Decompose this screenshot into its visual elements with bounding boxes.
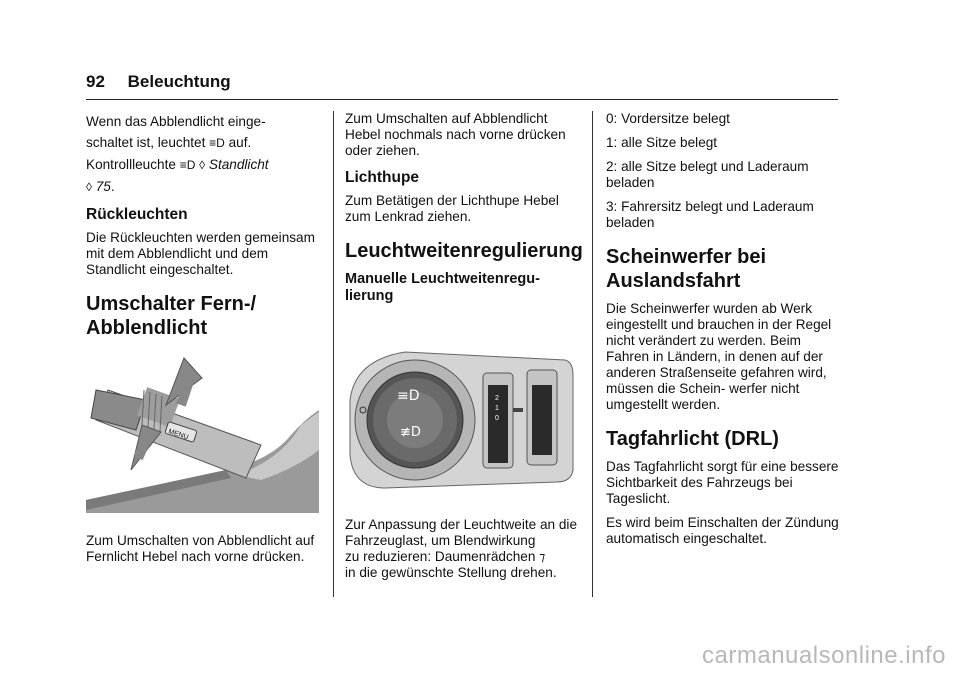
- caption-text: Zum Umschalten von Abblendlicht auf Fernlicht Hebel nach vorne drücken.: [86, 533, 315, 564]
- page-reference[interactable]: 75: [95, 179, 111, 194]
- figure-caption-2: [345, 517, 577, 581]
- paragraph-drl-2: Es wird beim Einschalten der Zündung automatisch eingeschaltet.: [606, 515, 839, 546]
- column-divider-2: [592, 111, 593, 597]
- text-line: auf.: [228, 135, 252, 150]
- figure-caption-1: [86, 533, 322, 573]
- page-header: [86, 72, 231, 92]
- paragraph-rueckleuchten: Die Rückleuchten werden gemeinsam mit dem Abblendlicht und dem Standlicht eingeschaltet.: [86, 230, 315, 277]
- heading-lichthupe: Lichthupe: [345, 169, 420, 186]
- turn-signal-lever-figure: [86, 350, 319, 513]
- wheel-num-2: 2: [495, 395, 499, 402]
- paragraph-umschalten: Zum Umschalten auf Abblendlicht Hebel nochmals nach vorne drücken oder ziehen.: [345, 111, 566, 158]
- lowbeam-indicator-icon-2: ≡D: [179, 158, 196, 172]
- reference-arrow-icon: ◊: [199, 158, 206, 172]
- paragraph-lowbeam: Wenn das Abblendlicht einge- schaltet ist, leuchtet ≡D auf. Kontrollleuchte ≡D ◊ Standlicht ◊ 75.: [86, 114, 269, 194]
- text-line: zu reduzieren: Daumenrädchen: [345, 549, 536, 564]
- svg-text:≢D: ≢D: [400, 425, 421, 440]
- column-2: [345, 111, 583, 311]
- list-item-1: 1: alle Sitze belegt: [606, 135, 718, 150]
- light-switch-figure: [345, 340, 577, 495]
- header-rule: [86, 99, 838, 100]
- cross-reference-link[interactable]: Standlicht: [208, 157, 269, 172]
- text-line: Kontrollleuchte: [86, 157, 176, 172]
- svg-text:≡D: ≡D: [397, 388, 420, 404]
- list-item-3: 3: Fahrersitz belegt und Laderaum beladen: [606, 199, 814, 230]
- reference-arrow-icon-2: ◊: [86, 180, 92, 194]
- heading-tagfahrlicht: Tagfahrlicht (DRL): [606, 428, 779, 450]
- paragraph-drl-1: Das Tagfahrlicht sorgt für eine bessere Sichtbarkeit des Fahrzeugs bei Tageslicht.: [606, 459, 839, 506]
- text-line: schaltet ist, leuchtet: [86, 135, 206, 150]
- menu-label: MENU: [167, 428, 190, 442]
- paragraph-scheinwerfer: Die Scheinwerfer wurden ab Werk eingestellt und brauchen in der Regel nicht verändert zu werden. Beim Fahren in Ländern, in denen auf der anderen Straßenseite gefahren wird, müssen die Schein- werfer nicht umgestellt werden.: [606, 301, 832, 412]
- heading-scheinwerfer: Scheinwerfer bei Auslandsfahrt: [606, 246, 767, 292]
- text-line: Zur Anpassung der Leuchtweite an die Fahrzeuglast, um Blendwirkung: [345, 517, 578, 548]
- watermark-text: carmanualsonline.info: [702, 642, 946, 669]
- wheel-num-1: 1: [495, 405, 499, 412]
- page-number: 92: [86, 72, 105, 91]
- heading-umschalter: Umschalter Fern-/ Abblendlicht: [86, 293, 257, 339]
- page-title: Beleuchtung: [127, 72, 231, 91]
- column-3: [606, 111, 842, 555]
- list-item-0: 0: Vordersitze belegt: [606, 111, 730, 126]
- text-line: Wenn das Abblendlicht einge-: [86, 114, 266, 129]
- heading-manuelle: Manuelle Leuchtweitenregu- lierung: [345, 271, 540, 304]
- heading-rueckleuchten: Rückleuchten: [86, 206, 188, 223]
- paragraph-lichthupe: Zum Betätigen der Lichthupe Hebel zum Lenkrad ziehen.: [345, 193, 559, 224]
- column-1: [86, 111, 322, 348]
- text-line: in die gewünschte Stellung drehen.: [345, 565, 557, 580]
- list-item-2: 2: alle Sitze belegt und Laderaum beladen: [606, 159, 809, 190]
- wheel-num-0: 0: [495, 415, 499, 422]
- column-divider-1: [333, 111, 334, 597]
- heading-leuchtweitenregulierung: Leuchtweitenregulierung: [345, 240, 583, 262]
- lowbeam-indicator-icon: ≡D: [209, 136, 225, 150]
- thumbwheel-icon: ⁊: [539, 550, 546, 564]
